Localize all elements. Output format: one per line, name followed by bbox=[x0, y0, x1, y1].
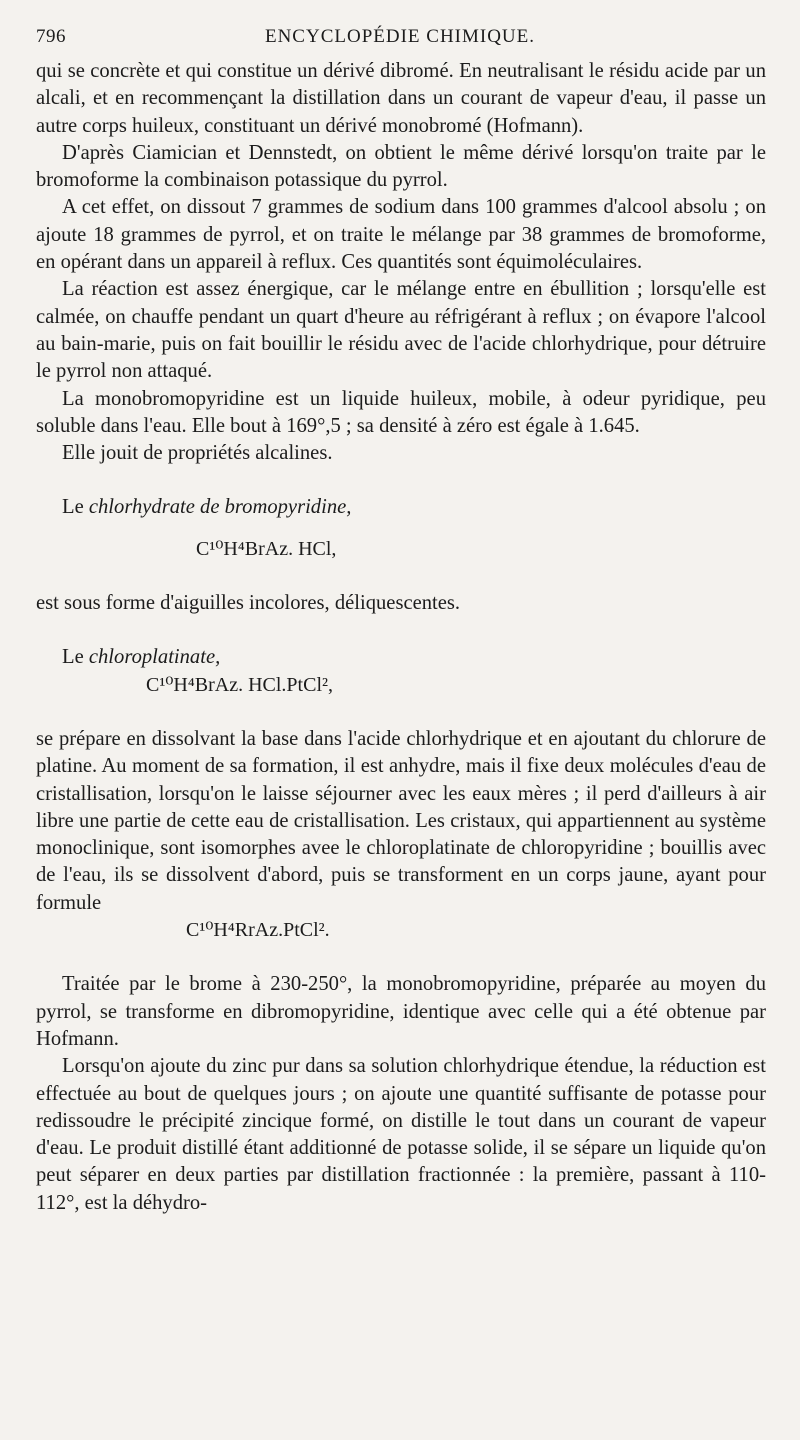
formula-chloroplatinate: C¹⁰H⁴BrAz. HCl.PtCl², bbox=[146, 673, 334, 696]
paragraph-3: A cet effet, on dissout 7 grammes de sodium dans 100 grammes d'alcool absolu ; on ajoute 18 grammes de pyrrol, et on traite le mélange par 38 grammes de bromoforme, en opérant dans un appareil à reflux. Ces quantités sont équimoléculaires. bbox=[36, 196, 766, 274]
paragraph-2: D'après Ciamician et Dennstedt, on obtient le même dérivé lorsqu'on traite par le bromoforme la combinaison potassique du pyrrol. bbox=[36, 141, 766, 192]
label-chloroplatinate bbox=[36, 644, 766, 671]
label-prefix: Le bbox=[62, 496, 89, 519]
paragraph-8: se prépare en dissolvant la base dans l'acide chlorhydrique et en ajoutant du chlorure de platine. Au moment de sa formation, il est anhydre, mais il fixe deux molécules d'eau de cristallisation, lorsqu'on le laisse séjourner avec les eaux mères ; il perd d'ailleurs à air libre une partie de cette eau de cristallisation. Les cristaux, qui appartiennent au système monoclinique, sont isomorphes avee le chloroplatinate de chloropyridine ; bouillis avec de l'eau, ils se dissolvent d'abord, puis se transforment en un corps jaune, ayant pour formule bbox=[36, 727, 766, 914]
paragraph-7: est sous forme d'aiguilles incolores, déliquescentes. bbox=[36, 592, 461, 615]
formula-chlorhydrate: C¹⁰H⁴BrAz. HCl, bbox=[196, 537, 337, 560]
label-chlorhydrate bbox=[36, 494, 766, 521]
label-italic: chloroplatinate, bbox=[88, 646, 221, 669]
formula-yellow-body: C¹⁰H⁴RrAz.PtCl². bbox=[186, 919, 330, 942]
paragraph-1: qui se concrète et qui constitue un dérivé dibromé. En neutralisant le résidu acide par un alcali, et en recommençant la distillation dans un courant de vapeur d'eau, il passe un autre corps huileux, constituant un dérivé monobromé (Hofmann). bbox=[36, 60, 766, 137]
paragraph-4: La réaction est assez énergique, car le mélange entre en ébullition ; lorsqu'elle est calmée, on chauffe pendant un quart d'heure au réfrigérant à reflux ; on évapore l'alcool au bain-marie, puis on fait bouillir le résidu avec de l'acide chlorhydrique, pour détruire le pyrrol non attaqué. bbox=[36, 278, 766, 383]
paragraph-9: Traitée par le brome à 230-250°, la monobromopyridine, préparée au moyen du pyrrol, se transforme en dibromopyridine, identique avec celle qui a été obtenue par Hofmann. bbox=[36, 973, 766, 1050]
label-prefix: Le bbox=[62, 646, 89, 669]
paragraph-10: Lorsqu'on ajoute du zinc pur dans sa solution chlorhydrique étendue, la réduction est effectuée au bout de quelques jours ; on ajoute une quantité suffisante de potasse pour redissoudre le précipité zincique formé, on distille le tout dans un courant de vapeur d'eau. Le produit distillé étant additionné de potasse solide, il se sépare un liquide qu'on peut séparer en deux parties par distillation fractionnée : la première, passant à 110-112°, est la déhydro- bbox=[36, 1055, 766, 1214]
paragraph-5: La monobromopyridine est un liquide huileux, mobile, à odeur pyridique, peu soluble dans l'eau. Elle bout à 169°,5 ; sa densité à zéro est égale à 1.645. bbox=[36, 387, 766, 437]
running-title: ENCYCLOPÉDIE CHIMIQUE. bbox=[264, 26, 536, 47]
running-head bbox=[36, 26, 764, 54]
body-text bbox=[36, 58, 766, 1217]
paragraph-6: Elle jouit de propriétés alcalines. bbox=[62, 442, 333, 465]
page-number: 796 bbox=[36, 26, 66, 47]
label-italic: chlorhydrate de bromopyridine, bbox=[88, 496, 352, 519]
